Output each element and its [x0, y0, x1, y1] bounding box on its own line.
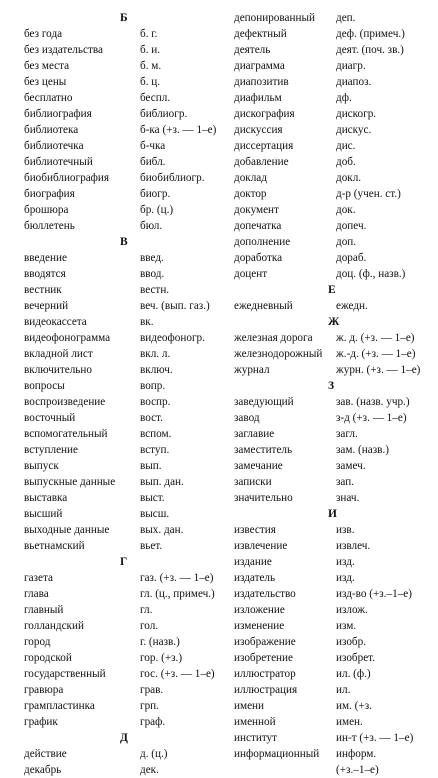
section-letter-heading: З [328, 380, 335, 392]
term-text: извлечение [234, 540, 288, 552]
term-text: изображение [234, 636, 296, 648]
abbreviation-text: извлеч. [336, 540, 371, 552]
abbreviation-text: излож. [336, 604, 368, 616]
term-text: издательство [234, 588, 296, 600]
abbreviation-text: загл. [336, 428, 358, 440]
abbreviation-row [24, 698, 230, 714]
abbreviation-text: гол. [140, 620, 159, 632]
term-text: заведующий [234, 396, 294, 408]
abbreviation-text: деп. [336, 12, 356, 24]
abbreviation-row [24, 314, 230, 330]
term-text: допечатка [234, 220, 282, 232]
abbreviation-text: з-д (+з. — 1–е) [336, 412, 407, 424]
abbreviation-row [24, 58, 230, 74]
abbreviation-row [24, 586, 230, 602]
abbreviation-row [24, 762, 230, 778]
abbreviation-row [234, 458, 434, 474]
abbreviation-row [24, 122, 230, 138]
abbreviation-text: дораб. [336, 252, 367, 264]
abbreviation-text: д. (ц.) [140, 748, 168, 760]
term-text: ежедневный [234, 300, 293, 312]
term-text: доработка [234, 252, 283, 264]
term-text: диаграмма [234, 60, 285, 72]
abbreviation-row [234, 650, 434, 666]
abbreviation-text: б-чка [140, 140, 166, 152]
abbreviation-row [24, 74, 230, 90]
term-text: изобретение [234, 652, 293, 664]
abbreviation-text: ил. (ф.) [336, 668, 371, 680]
term-text: известия [234, 524, 276, 536]
term-text: значительно [234, 492, 293, 504]
abbreviation-row [234, 250, 434, 266]
term-text: вестник [24, 284, 62, 296]
abbreviation-row [24, 90, 230, 106]
term-text: документ [234, 204, 279, 216]
abbreviation-text: ж.-д. (+з. — 1–е) [336, 348, 416, 360]
abbreviation-row [24, 186, 230, 202]
term-text: выпуск [24, 460, 59, 472]
abbreviation-text: б. м. [140, 60, 162, 72]
term-text: без места [24, 60, 70, 72]
abbreviation-text: дф. [336, 92, 352, 104]
abbreviation-row [234, 602, 434, 618]
abbreviation-text: знач. [336, 492, 360, 504]
term-text: биография [24, 188, 75, 200]
abbreviation-text: б-ка (+з. — 1–е) [140, 124, 217, 136]
abbreviation-row [234, 154, 434, 170]
abbreviation-text: вопр. [140, 380, 166, 392]
abbreviation-text: д-р (учен. ст.) [336, 188, 401, 200]
abbreviation-text: выст. [140, 492, 165, 504]
abbreviation-text: высш. [140, 508, 170, 520]
term-text: действие [24, 748, 67, 760]
abbreviation-row [24, 298, 230, 314]
abbreviation-row [24, 138, 230, 154]
term-text: без цены [24, 76, 67, 88]
term-text: диссертация [234, 140, 294, 152]
abbreviation-text: док. [336, 204, 356, 216]
abbreviation-row [234, 74, 434, 90]
abbreviation-row [234, 90, 434, 106]
term-text: иллюстратор [234, 668, 296, 680]
abbreviation-row [24, 202, 230, 218]
term-text: высший [24, 508, 63, 520]
abbreviation-row [234, 218, 434, 234]
term-text: вступление [24, 444, 78, 456]
abbreviation-text: грав. [140, 684, 164, 696]
term-text: выставка [24, 492, 68, 504]
abbreviation-row [24, 634, 230, 650]
abbreviation-row [234, 10, 434, 26]
right-column [234, 10, 434, 778]
abbreviation-row [24, 266, 230, 282]
term-text: вопросы [24, 380, 65, 392]
abbreviation-row [234, 682, 434, 698]
abbreviation-row [24, 250, 230, 266]
abbreviation-text: вьет. [140, 540, 163, 552]
abbreviation-row [24, 218, 230, 234]
abbreviation-row [234, 698, 434, 714]
abbreviation-row [24, 378, 230, 394]
abbreviation-text: имен. [336, 716, 363, 728]
abbreviation-text: вспом. [140, 428, 172, 440]
abbreviation-text: б. и. [140, 44, 161, 56]
abbreviation-row [234, 42, 434, 58]
abbreviation-text: дискус. [336, 124, 372, 136]
abbreviation-row [24, 26, 230, 42]
term-text: главный [24, 604, 64, 616]
abbreviation-row [24, 426, 230, 442]
abbreviation-row [234, 426, 434, 442]
term-text: институт [234, 732, 278, 744]
abbreviation-row [24, 570, 230, 586]
term-text: заглавие [234, 428, 275, 440]
abbreviation-row [24, 602, 230, 618]
term-text: издание [234, 556, 272, 568]
abbreviation-row [234, 58, 434, 74]
abbreviation-text: деф. (примеч.) [336, 28, 405, 40]
abbreviation-row [234, 618, 434, 634]
term-text: библиотечный [24, 156, 93, 168]
left-column [24, 10, 230, 778]
abbreviation-row [24, 346, 230, 362]
term-text: издатель [234, 572, 276, 584]
abbreviation-text: (+з.–1–е) [336, 764, 379, 776]
abbreviation-text: зам. (назв.) [336, 444, 389, 456]
abbreviation-text: б. г. [140, 28, 158, 40]
term-text: восточный [24, 412, 76, 424]
abbreviation-text: ежедн. [336, 300, 368, 312]
abbreviation-row [234, 586, 434, 602]
term-text: дефектный [234, 28, 287, 40]
abbreviation-text: изд. [336, 556, 355, 568]
abbreviation-row [234, 634, 434, 650]
abbreviation-row [24, 746, 230, 762]
abbreviation-row [24, 490, 230, 506]
abbreviation-text: вкл. л. [140, 348, 171, 360]
abbreviation-row [234, 186, 434, 202]
abbreviation-row [234, 714, 434, 730]
term-text: дискуссия [234, 124, 283, 136]
term-text: депонированный [234, 12, 315, 24]
abbreviation-text: библ. [140, 156, 166, 168]
abbreviation-row [234, 394, 434, 410]
abbreviation-text: информ. [336, 748, 377, 760]
abbreviation-row [234, 106, 434, 122]
abbreviation-text: журн. (+з. — 1–е) [336, 364, 421, 376]
term-text: журнал [234, 364, 270, 376]
term-text: декабрь [24, 764, 62, 776]
abbreviation-row [24, 522, 230, 538]
abbreviation-row [24, 506, 230, 522]
abbreviation-row [24, 458, 230, 474]
abbreviation-text: беспл. [140, 92, 171, 104]
abbreviation-row [24, 666, 230, 682]
abbreviation-row [234, 490, 434, 506]
abbreviation-row [234, 474, 434, 490]
abbreviation-row [234, 442, 434, 458]
abbreviation-text: биобиблиогр. [140, 172, 205, 184]
term-text: замечание [234, 460, 283, 472]
term-text: имени [234, 700, 265, 712]
section-letter-heading: Д [120, 732, 128, 744]
abbreviation-text: доб. [336, 156, 356, 168]
abbreviation-row [24, 362, 230, 378]
abbreviation-row [24, 474, 230, 490]
term-text: заместитель [234, 444, 293, 456]
term-text: дополнение [234, 236, 291, 248]
term-text: библиотека [24, 124, 79, 136]
term-text: газета [24, 572, 53, 584]
term-text: железная дорога [234, 332, 313, 344]
abbreviation-text: бр. (ц.) [140, 204, 174, 216]
abbreviation-row [234, 346, 434, 362]
abbreviation-text: гор. (+з.) [140, 652, 183, 664]
abbreviation-row [24, 650, 230, 666]
term-text: голландский [24, 620, 84, 632]
abbreviation-row [234, 522, 434, 538]
abbreviation-text: газ. (+з. — 1–е) [140, 572, 214, 584]
abbreviation-text: доп. [336, 236, 357, 248]
abbreviation-text: изд-во (+з.–1–е) [336, 588, 412, 600]
abbreviation-row [24, 42, 230, 58]
abbreviation-text: ин-т (+з. — 1–е) [336, 732, 414, 744]
abbreviation-text: г. (назв.) [140, 636, 180, 648]
abbreviation-row [234, 554, 434, 570]
abbreviation-row [234, 746, 434, 762]
abbreviation-row [234, 122, 434, 138]
abbreviation-text: введ. [140, 252, 164, 264]
abbreviation-text: ввод. [140, 268, 165, 280]
abbreviation-row [234, 202, 434, 218]
term-text: город [24, 636, 51, 648]
abbreviation-row [234, 538, 434, 554]
abbreviation-text: диапоз. [336, 76, 372, 88]
abbreviation-row [24, 714, 230, 730]
abbreviation-row [24, 394, 230, 410]
abbreviation-row [234, 138, 434, 154]
abbreviation-row [234, 330, 434, 346]
term-text: график [24, 716, 58, 728]
abbreviation-text: б. ц. [140, 76, 161, 88]
section-letter-heading: И [328, 508, 337, 520]
abbreviation-text: ил. [336, 684, 351, 696]
abbreviation-text: деят. (поч. зв.) [336, 44, 404, 56]
abbreviation-text: веч. (вып. газ.) [140, 300, 210, 312]
abbreviation-row [24, 618, 230, 634]
term-text: биобиблиография [24, 172, 110, 184]
term-text: грампластинка [24, 700, 95, 712]
abbreviation-text: воспр. [140, 396, 171, 408]
term-text: глава [24, 588, 49, 600]
term-text: брошюра [24, 204, 69, 216]
term-text: доклад [234, 172, 267, 184]
abbreviation-text: биогр. [140, 188, 171, 200]
term-text: государственный [24, 668, 106, 680]
abbreviation-text: зап. [336, 476, 355, 488]
abbreviation-text: вых. дан. [140, 524, 184, 536]
abbreviation-text: изв. [336, 524, 355, 536]
term-text: городской [24, 652, 72, 664]
abbreviation-text: вып. дан. [140, 476, 184, 488]
abbreviation-row [234, 170, 434, 186]
abbreviation-row [24, 330, 230, 346]
abbreviation-text: изобр. [336, 636, 367, 648]
abbreviation-text: вост. [140, 412, 163, 424]
term-text: вечерний [24, 300, 69, 312]
abbreviation-row [24, 106, 230, 122]
term-text: без года [24, 28, 63, 40]
abbreviation-text: изм. [336, 620, 357, 632]
section-letter-heading: Е [328, 284, 336, 296]
term-text: диафильм [234, 92, 282, 104]
abbreviation-row [24, 538, 230, 554]
term-text: гравюра [24, 684, 64, 696]
term-text: вкладной лист [24, 348, 93, 360]
term-text: деятель [234, 44, 271, 56]
term-text: доктор [234, 188, 267, 200]
term-text: выходные данные [24, 524, 110, 536]
term-text: железнодорожный [234, 348, 323, 360]
abbreviation-text: зав. (назв. учр.) [336, 396, 410, 408]
section-letter-heading: Б [120, 12, 128, 24]
term-text: завод [234, 412, 260, 424]
abbreviation-text: изобрет. [336, 652, 376, 664]
section-letter-heading: В [120, 236, 128, 248]
abbreviation-text: грп. [140, 700, 159, 712]
abbreviation-text: изд. [336, 572, 355, 584]
abbreviation-row [24, 282, 230, 298]
abbreviation-row [234, 666, 434, 682]
abbreviation-row [234, 266, 434, 282]
section-letter-heading: Г [120, 556, 128, 568]
term-text: бюллетень [24, 220, 75, 232]
abbreviation-text: докл. [336, 172, 362, 184]
term-text: выпускные данные [24, 476, 116, 488]
term-text: воспроизведение [24, 396, 106, 408]
abbreviation-row [234, 410, 434, 426]
term-text: вьетнамский [24, 540, 85, 552]
abbreviation-text: доц. (ф., назв.) [336, 268, 406, 280]
abbreviation-text: дек. [140, 764, 159, 776]
abbreviation-text: вып. [140, 460, 162, 472]
abbreviation-row [234, 26, 434, 42]
abbreviation-row [234, 298, 434, 314]
term-text: бесплатно [24, 92, 73, 104]
abbreviation-row [24, 170, 230, 186]
abbreviation-text: гл. [140, 604, 153, 616]
term-text: без издательства [24, 44, 103, 56]
term-text: включительно [24, 364, 92, 376]
abbreviation-text: допеч. [336, 220, 367, 232]
abbreviation-text: дискогр. [336, 108, 377, 120]
term-text: записки [234, 476, 272, 488]
abbreviation-text: бюл. [140, 220, 163, 232]
term-text: изложение [234, 604, 285, 616]
abbreviation-text: библиогр. [140, 108, 188, 120]
term-text: добавление [234, 156, 289, 168]
section-letter-heading: Ж [328, 316, 340, 328]
term-text: библиотечка [24, 140, 84, 152]
abbreviation-text: гл. (ц., примеч.) [140, 588, 215, 600]
term-text: библиография [24, 108, 92, 120]
term-text: видеокассета [24, 316, 87, 328]
abbreviation-text: вступ. [140, 444, 170, 456]
abbreviation-row [24, 442, 230, 458]
abbreviation-row [24, 154, 230, 170]
term-text: дискография [234, 108, 295, 120]
abbreviation-text: гос. (+з. — 1–е) [140, 668, 215, 680]
abbreviation-text: им. (+з. [336, 700, 372, 712]
term-text: вспомогательный [24, 428, 108, 440]
term-text: именной [234, 716, 276, 728]
abbreviation-text: вестн. [140, 284, 170, 296]
abbreviation-text: вк. [140, 316, 154, 328]
abbreviation-row [234, 762, 434, 778]
term-text: доцент [234, 268, 268, 280]
term-text: диапозитив [234, 76, 289, 88]
term-text: видеофонограмма [24, 332, 111, 344]
term-text: информационный [234, 748, 320, 760]
term-text: введение [24, 252, 67, 264]
term-text: вводятся [24, 268, 66, 280]
abbreviation-row [24, 682, 230, 698]
abbreviation-text: ж. д. (+з. — 1–е) [336, 332, 415, 344]
abbreviation-text: диагр. [336, 60, 366, 72]
abbreviation-row [24, 410, 230, 426]
abbreviation-text: замеч. [336, 460, 366, 472]
term-text: изменение [234, 620, 285, 632]
abbreviation-row [234, 730, 434, 746]
abbreviation-text: дис. [336, 140, 356, 152]
abbreviation-text: граф. [140, 716, 166, 728]
abbreviation-text: включ. [140, 364, 173, 376]
abbreviation-row [234, 362, 434, 378]
term-text [234, 762, 336, 778]
abbreviation-row [234, 570, 434, 586]
abbreviation-text: видеофоногр. [140, 332, 205, 344]
abbreviation-row [234, 234, 434, 250]
term-text: иллюстрация [234, 684, 298, 696]
